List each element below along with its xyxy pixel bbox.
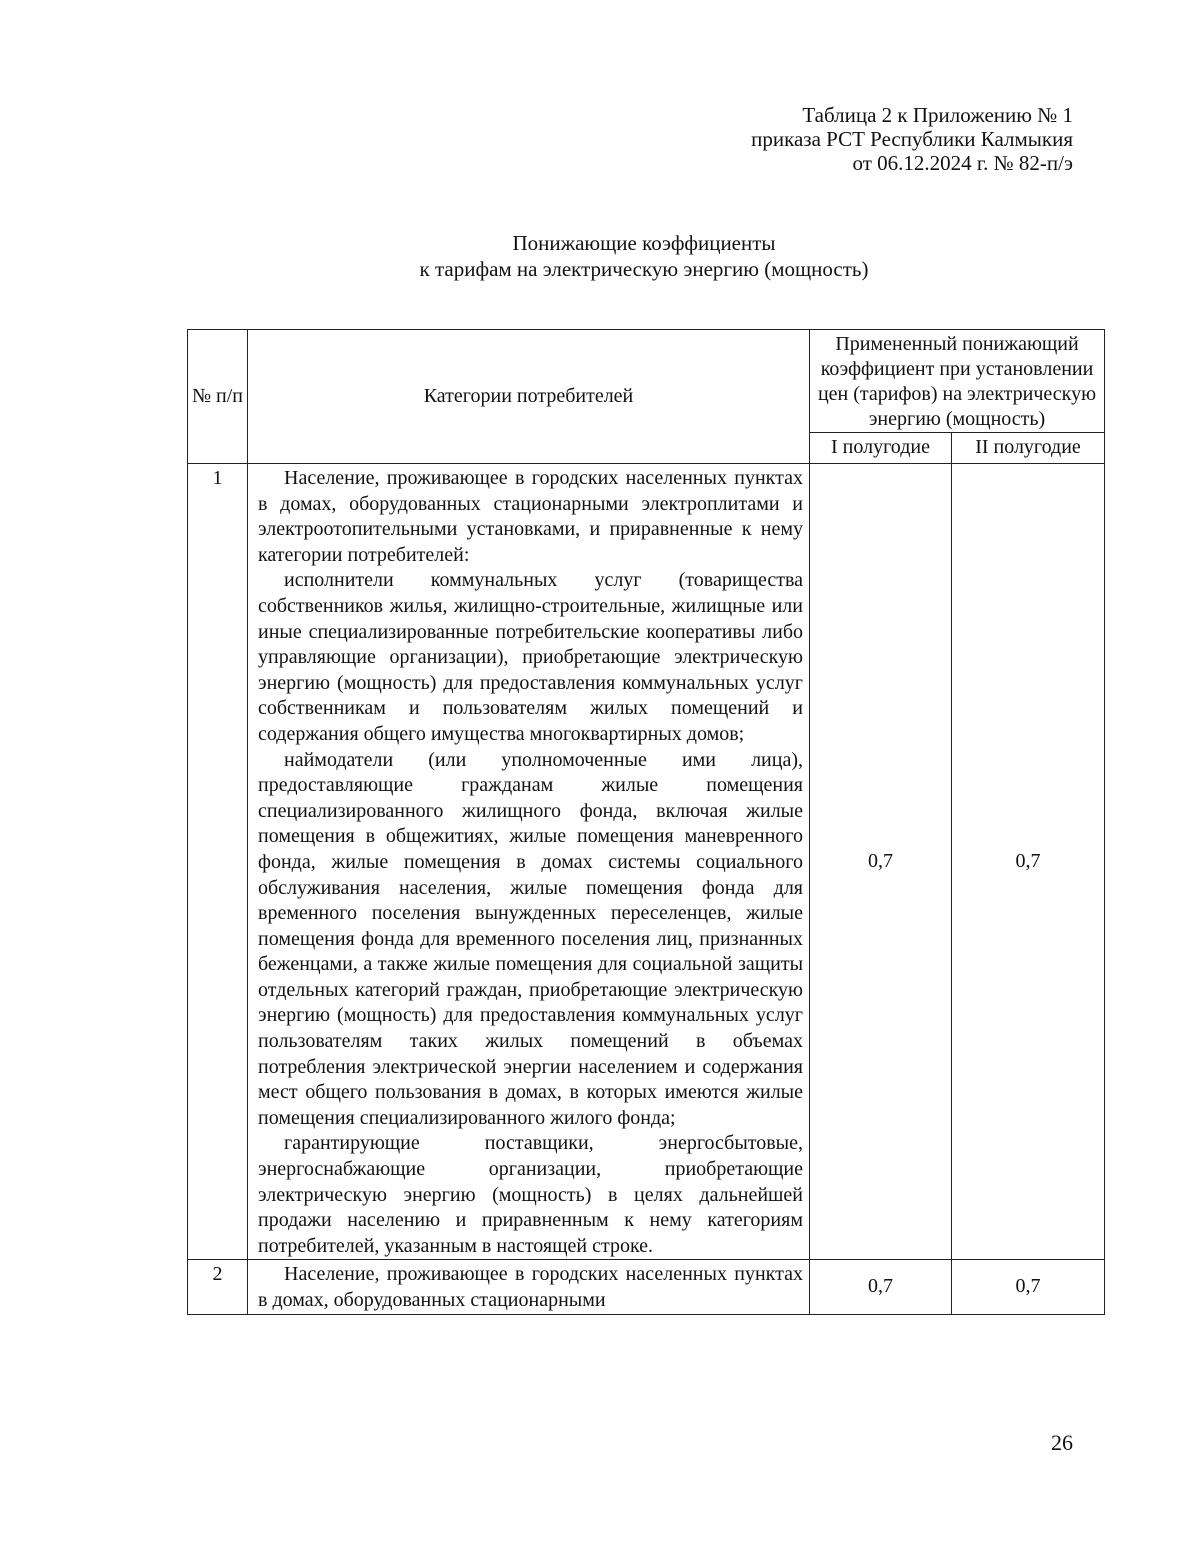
row-category [248,1260,810,1315]
page-number: 26 [1051,1430,1073,1455]
title-line-1: Понижающие коэффициенты [512,231,776,255]
title-line-2: к тарифам на электрическую энергию (мощность) [419,257,869,281]
column-header-category: Категории потребителей [248,330,810,464]
table-row [188,464,1105,1260]
category-paragraph: исполнители коммунальных услуг (товарищества собственников жилья, жилищно-строительные, жилищные или иные специализированные потребительские кооперативы либо управляющие организации), приобретающие электрическую энергию (мощность) для предоставления коммунальных услуг собственникам и пользователям жилых помещений и содержания общего имущества многоквартирных домов; [258,569,803,745]
category-paragraph: Население, проживающее в городских населенных пунктах в домах, оборудованных стационарными электроплитами и электроотопительными установками, и приравненные к нему категории потребителей: [258,467,803,566]
row-category [248,464,810,1260]
coefficient-half-2: 0,7 [952,464,1105,1260]
category-paragraph: Население, проживающее в городских населенных пунктах в домах, оборудованных стационарными [258,1263,803,1311]
appendix-reference [751,103,1073,175]
coefficient-half-1: 0,7 [810,1260,952,1315]
category-paragraph: наймодатели (или уполномоченные ими лица), предоставляющие гражданам жилые помещения специализированного жилищного фонда, включая жилые помещения в общежитиях, жилые помещения маневренного фонда, жилые помещения в домах системы социального обслуживания населения, жилые помещения фонда для временного поселения вынужденных переселенцев, жилые помещения фонда для временного поселения лиц, признанных беженцами, а также жилые помещения для социальной защиты отдельных категорий граждан, приобретающие электрическую энергию (мощность) для предоставления коммунальных услуг пользователям таких жилых помещений в объемах потребления электрической энергии населением и содержания мест общего пользования в домах, в которых имеются жилые помещения специализированного жилого фонда; [258,748,803,1129]
table-row [188,1260,1105,1315]
column-header-coefficient: Примененный понижающий коэффициент при установлении цен (тарифов) на электрическую энергию (мощность) [810,330,1105,433]
document-title [0,230,1200,282]
coefficient-half-1: 0,7 [810,464,952,1260]
table-header-row [188,330,1105,433]
column-header-number: № п/п [188,330,248,464]
coefficients-table [187,329,1105,1315]
appendix-line-3: от 06.12.2024 г. № 82-п/э [852,151,1073,175]
category-paragraph: гарантирующие поставщики, энергосбытовые, энергоснабжающие организации, приобретающие электрическую энергию (мощность) в целях дальнейшей продажи населению и приравненным к нему категориям потребителей, указанным в настоящей строке. [258,1132,803,1257]
column-header-half-2: II полугодие [952,433,1105,464]
appendix-line-2: приказа РСТ Республики Калмыкия [751,127,1073,151]
appendix-line-1: Таблица 2 к Приложению № 1 [802,103,1073,127]
row-number: 2 [188,1260,248,1315]
coefficient-half-2: 0,7 [952,1260,1105,1315]
column-header-half-1: I полугодие [810,433,952,464]
row-number: 1 [188,464,248,1260]
